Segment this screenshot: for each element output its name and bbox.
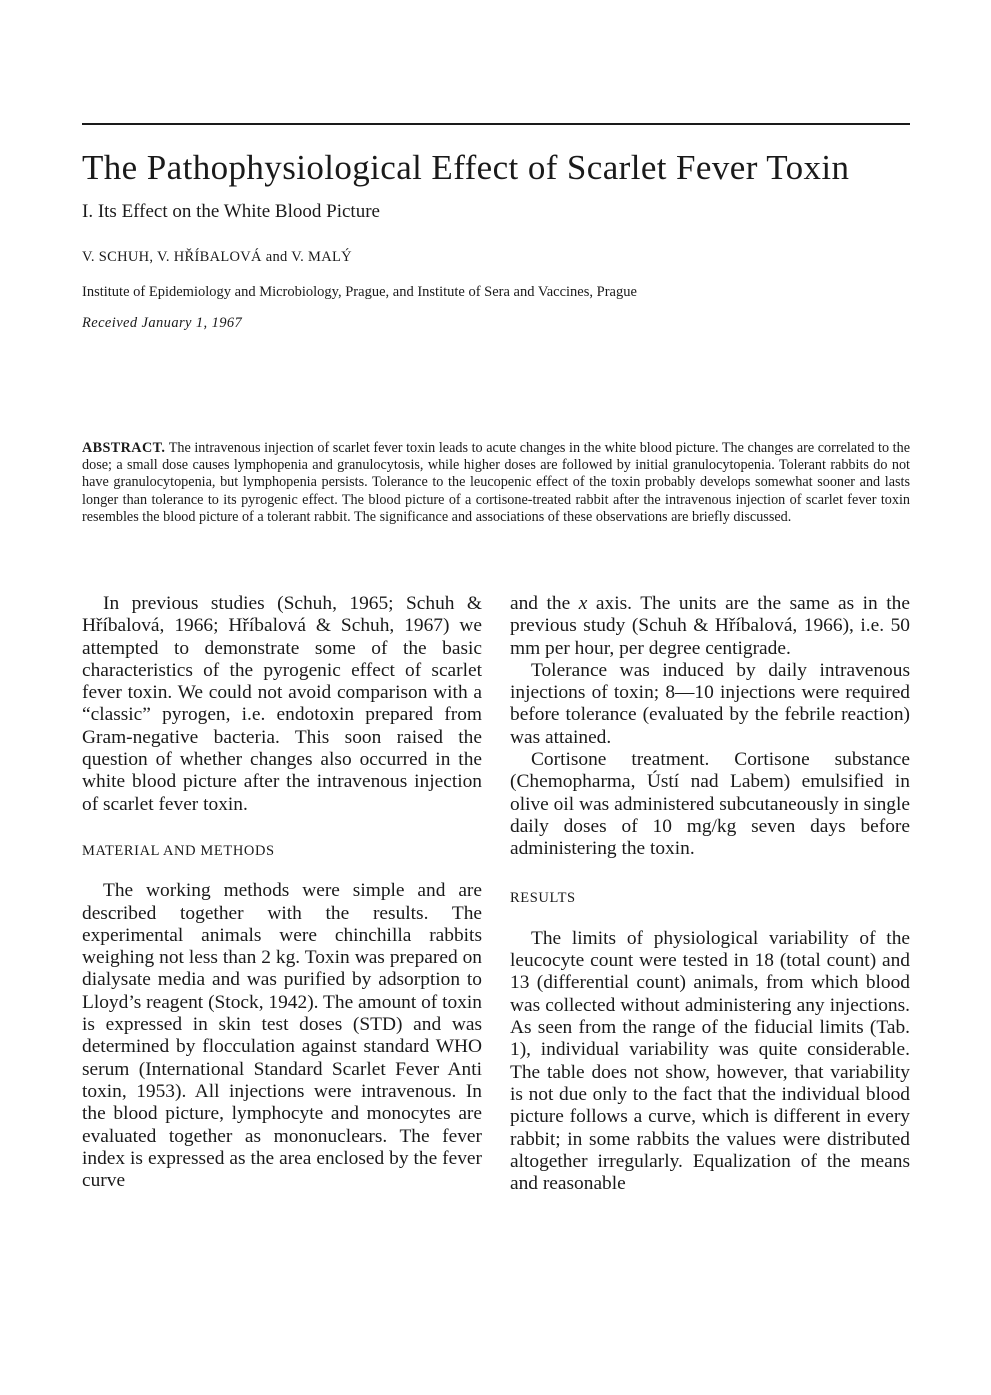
left-column: [82, 593, 482, 1192]
abstract-text: The intravenous injection of scarlet fever toxin leads to acute changes in the white blood picture. The changes are correlated to the dose; a small dose causes lymphopenia and granulocytosis, while higher doses are followed by initial granulocytopenia. Tolerant rabbits do not have granulocytopenia, but lymphopenia persists. Tolerance to the leucopenic effect of the toxin probably develops somewhat sooner and lasts longer than tolerance to its pyrogenic effect. The blood picture of a cortisone-treated rabbit after the intravenous injection of scarlet fever toxin resembles the blood picture of a tolerant rabbit. The significance and associations of these observations are briefly discussed.: [82, 440, 910, 525]
received-date: Received January 1, 1967: [82, 315, 243, 331]
cortisone-paragraph: Cortisone treatment. Cortisone substance (Chemopharma, Ústí nad Labem) emulsified in olive oil was administered subcutaneously in single daily doses of 10 mg/kg seven days before administering the toxin.: [510, 749, 910, 860]
methods-cont-b: axis. The units are the same as in the previous study (Schuh & Hříbalová, 1966), i.e. 50 mm per hour, per degree centigrade.: [510, 593, 910, 659]
abstract-label: ABSTRACT.: [82, 440, 166, 456]
affiliation: Institute of Epidemiology and Microbiology, Prague, and Institute of Sera and Vaccines, Prague: [82, 284, 637, 300]
x-axis-symbol: x: [578, 593, 588, 614]
methods-continued-paragraph: [510, 593, 910, 660]
results-paragraph: The limits of physiological variability of the leucocyte count were tested in 18 (total count) and 13 (differential count) animals, from which blood was collected without administering any injections. As seen from the range of the fiducial limits (Tab. 1), individual variability was quite considerable. The table does not show, however, that variability is not due only to the fact that the individual blood picture follows a curve, which is different in every rabbit; in some rabbits the values were distributed altogether irregularly. Equalization of the means and reasonable: [510, 927, 910, 1195]
right-column: [510, 593, 910, 1195]
authors: V. SCHUH, V. HŘÍBALOVÁ and V. MALÝ: [82, 249, 352, 265]
abstract: [82, 440, 910, 526]
intro-paragraph: In previous studies (Schuh, 1965; Schuh & Hříbalová, 1966; Hříbalová & Schuh, 1967) we attempted to demonstrate some of the basic characteristics of the pyrogenic effect of scarlet fever toxin. We could not avoid comparison with a “classic” pyrogen, i.e. endotoxin prepared from Gram-negative bacteria. This soon raised the question of whether changes also occurred in the white blood picture after the intravenous injection of scarlet fever toxin.: [82, 593, 482, 815]
methods-heading: MATERIAL AND METHODS: [82, 842, 275, 859]
methods-paragraph: The working methods were simple and are described together with the results. The experimental animals were chinchilla rabbits weighing not less than 2 kg. Toxin was prepared on dialysate media and was purified by adsorption to Lloyd’s reagent (Stock, 1942). The amount of toxin is expressed in skin test doses (STD) and was determined by flocculation against standard WHO serum (International Standard Scarlet Fever Anti toxin, 1953). All injections were intravenous. In the blood picture, lymphocyte and monocytes are evaluated together as mononuclears. The fever index is expressed as the area enclosed by the fever curve: [82, 880, 482, 1192]
paper-title: The Pathophysiological Effect of Scarlet Fever Toxin: [82, 148, 850, 187]
methods-cont-a: and the: [510, 593, 579, 614]
results-heading: RESULTS: [510, 889, 576, 906]
header-rule: [82, 123, 910, 125]
paper-subtitle: I. Its Effect on the White Blood Picture: [82, 201, 380, 222]
tolerance-paragraph: Tolerance was induced by daily intravenous injections of toxin; 8—10 injections were required before tolerance (evaluated by the febrile reaction) was attained.: [510, 659, 910, 748]
